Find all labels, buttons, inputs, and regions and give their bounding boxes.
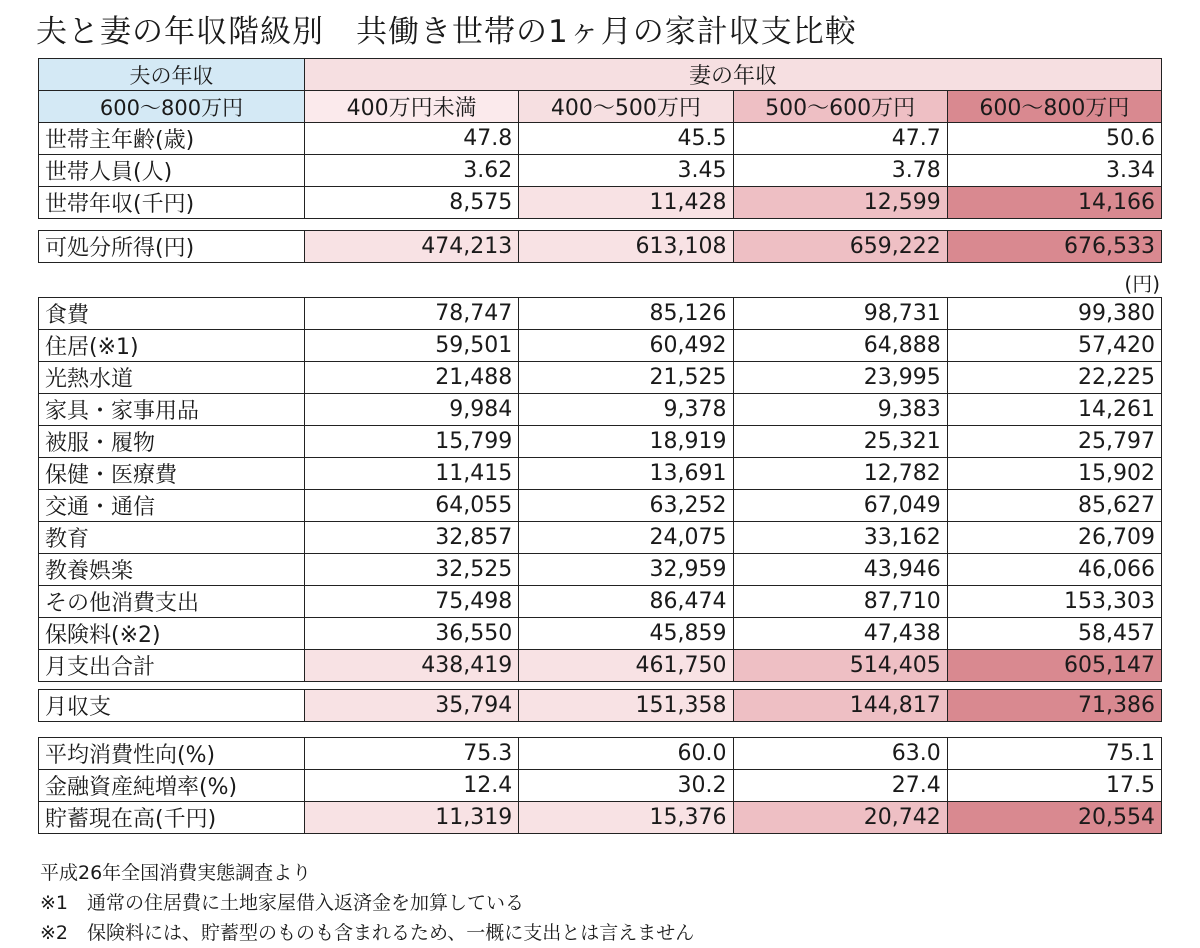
cell-value: 64,055 [305,490,519,522]
column-header: 400～500万円 [519,91,733,123]
row-label: 可処分所得(円) [39,231,305,263]
row-label: 保険料(※2) [39,618,305,650]
cell-value: 514,405 [733,650,947,682]
cell-value: 3.62 [305,155,519,187]
cell-value: 438,419 [305,650,519,682]
cell-value: 15,902 [947,458,1161,490]
row-label: 世帯人員(人) [39,155,305,187]
cell-value: 47.7 [733,123,947,155]
cell-value: 11,428 [519,187,733,219]
table-row [39,690,1162,722]
husband-income-label: 夫の年収 [39,59,305,91]
row-label: 被服・履物 [39,426,305,458]
cell-value: 75,498 [305,586,519,618]
table-row [39,618,1162,650]
page-title: 夫と妻の年収階級別 共働き世帯の1ヶ月の家計収支比較 [36,14,857,50]
cell-value: 47,438 [733,618,947,650]
table-row [39,426,1162,458]
cell-value: 63.0 [733,738,947,770]
table-row [39,298,1162,330]
cell-value: 14,166 [947,187,1161,219]
cell-value: 45.5 [519,123,733,155]
cell-value: 11,415 [305,458,519,490]
cell-value: 3.78 [733,155,947,187]
row-label: 世帯主年齢(歳) [39,123,305,155]
table-row [39,738,1162,770]
table-row [39,123,1162,155]
cell-value: 9,984 [305,394,519,426]
row-label: 貯蓄現在高(千円) [39,802,305,834]
row-label: 光熱水道 [39,362,305,394]
cell-value: 22,225 [947,362,1161,394]
cell-value: 85,126 [519,298,733,330]
row-label: 交通・通信 [39,490,305,522]
cell-value: 14,261 [947,394,1161,426]
cell-value: 605,147 [947,650,1161,682]
row-label: 食費 [39,298,305,330]
table-row [39,802,1162,834]
cell-value: 20,742 [733,802,947,834]
cell-value: 9,383 [733,394,947,426]
cell-value: 64,888 [733,330,947,362]
row-label: 世帯年収(千円) [39,187,305,219]
cell-value: 99,380 [947,298,1161,330]
table-row [39,554,1162,586]
cell-value: 59,501 [305,330,519,362]
cell-value: 24,075 [519,522,733,554]
cell-value: 47.8 [305,123,519,155]
cell-value: 45,859 [519,618,733,650]
cell-value: 43,946 [733,554,947,586]
unit-note: (円) [1124,272,1160,296]
cell-value: 11,319 [305,802,519,834]
cell-value: 17.5 [947,770,1161,802]
disposable-income-table [38,230,1162,263]
cell-value: 13,691 [519,458,733,490]
cell-value: 25,797 [947,426,1161,458]
cell-value: 613,108 [519,231,733,263]
table-row [39,650,1162,682]
cell-value: 57,420 [947,330,1161,362]
cell-value: 15,376 [519,802,733,834]
cell-value: 33,162 [733,522,947,554]
table-row [39,490,1162,522]
cell-value: 659,222 [733,231,947,263]
row-label: 平均消費性向(%) [39,738,305,770]
cell-value: 9,378 [519,394,733,426]
row-label: 金融資産純増率(%) [39,770,305,802]
cell-value: 32,525 [305,554,519,586]
cell-value: 26,709 [947,522,1161,554]
cell-value: 85,627 [947,490,1161,522]
table-row [39,187,1162,219]
cell-value: 50.6 [947,123,1161,155]
row-label: 教育 [39,522,305,554]
row-label: 住居(※1) [39,330,305,362]
cell-value: 98,731 [733,298,947,330]
table-row [39,586,1162,618]
row-label: 教養娯楽 [39,554,305,586]
cell-value: 32,857 [305,522,519,554]
cell-value: 461,750 [519,650,733,682]
cell-value: 60.0 [519,738,733,770]
row-label: その他消費支出 [39,586,305,618]
row-label: 月支出合計 [39,650,305,682]
cell-value: 676,533 [947,231,1161,263]
cell-value: 20,554 [947,802,1161,834]
cell-value: 63,252 [519,490,733,522]
table-row [39,362,1162,394]
cell-value: 12,599 [733,187,947,219]
cell-value: 71,386 [947,690,1161,722]
cell-value: 78,747 [305,298,519,330]
footnote: ※1 通常の住居費に土地家屋借入返済金を加算している [40,892,525,914]
table-row [39,231,1162,263]
cell-value: 30.2 [519,770,733,802]
table-row [39,522,1162,554]
cell-value: 153,303 [947,586,1161,618]
cell-value: 36,550 [305,618,519,650]
column-header: 600～800万円 [947,91,1161,123]
row-label: 月収支 [39,690,305,722]
husband-income-range: 600～800万円 [39,91,305,123]
cell-value: 151,358 [519,690,733,722]
cell-value: 23,995 [733,362,947,394]
cell-value: 3.45 [519,155,733,187]
household-table [38,58,1162,219]
table-row [39,155,1162,187]
cell-value: 75.3 [305,738,519,770]
balance-table [38,689,1162,722]
row-label: 保健・医療費 [39,458,305,490]
cell-value: 46,066 [947,554,1161,586]
column-header: 500～600万円 [733,91,947,123]
footnotes [40,858,694,948]
cell-value: 67,049 [733,490,947,522]
table-row [39,330,1162,362]
cell-value: 3.34 [947,155,1161,187]
cell-value: 15,799 [305,426,519,458]
cell-value: 58,457 [947,618,1161,650]
cell-value: 8,575 [305,187,519,219]
table-row [39,458,1162,490]
cell-value: 32,959 [519,554,733,586]
table-row [39,394,1162,426]
cell-value: 474,213 [305,231,519,263]
footnote: ※2 保険料には、貯蓄型のものも含まれるため、一概に支出とは言えません [40,922,695,944]
table-row [39,770,1162,802]
expenses-table [38,297,1162,682]
cell-value: 12,782 [733,458,947,490]
column-header: 400万円未満 [305,91,519,123]
source-note: 平成26年全国消費実態調査より [40,862,312,884]
cell-value: 21,525 [519,362,733,394]
cell-value: 12.4 [305,770,519,802]
cell-value: 35,794 [305,690,519,722]
cell-value: 144,817 [733,690,947,722]
cell-value: 87,710 [733,586,947,618]
cell-value: 60,492 [519,330,733,362]
cell-value: 21,488 [305,362,519,394]
cell-value: 75.1 [947,738,1161,770]
cell-value: 86,474 [519,586,733,618]
cell-value: 18,919 [519,426,733,458]
ratios-table [38,737,1162,834]
row-label: 家具・家事用品 [39,394,305,426]
wife-income-label: 妻の年収 [305,59,1162,91]
cell-value: 27.4 [733,770,947,802]
cell-value: 25,321 [733,426,947,458]
